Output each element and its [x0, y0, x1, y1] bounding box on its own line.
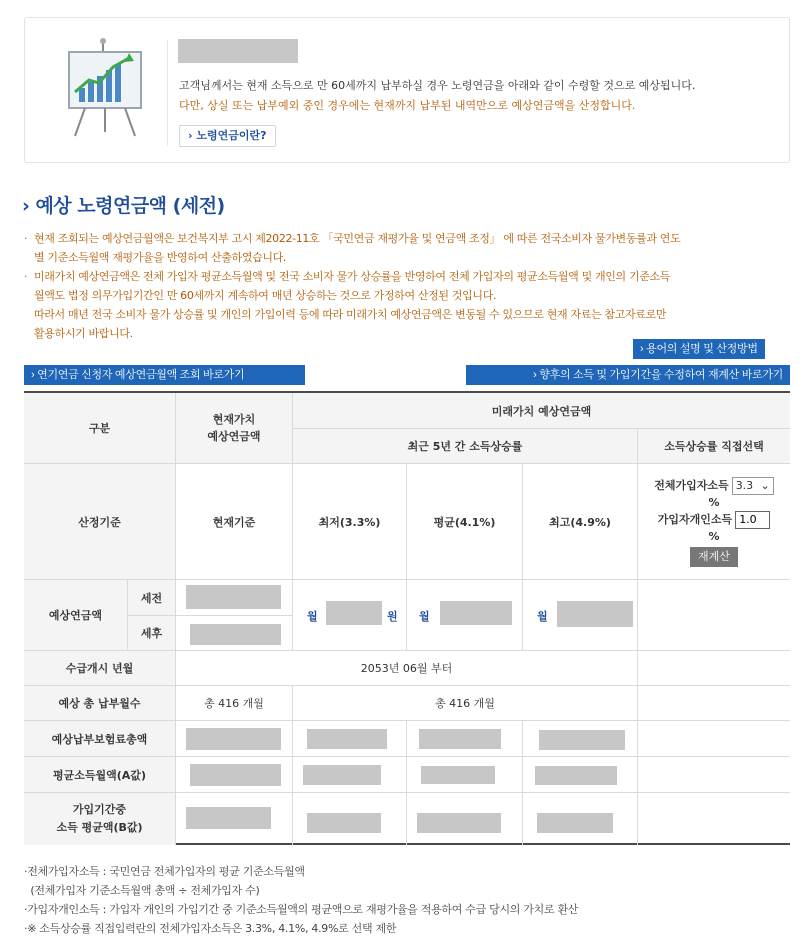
future-high-amount: [523, 580, 638, 651]
direct-rate-controls: [638, 464, 790, 580]
notice-item: 별 기준소득월액 재평가율을 반영하여 산출하였습니다.: [34, 251, 287, 264]
start-date-value: 2053년 06월 부터: [176, 651, 638, 686]
pension-table: [24, 391, 790, 845]
individual-rate-label: 가입자개인소득: [657, 512, 733, 526]
header-direct-select: 소득상승률 직접선택: [638, 429, 790, 464]
b-value-label-line2: 소득 평균액(B값): [56, 821, 143, 834]
footer-note: ·※ 소득상승률 직접입력란의 전체가입자소득은 3.3%, 4.1%, 4.9%로 선택 제한: [24, 922, 397, 935]
premium-direct: [638, 721, 790, 757]
notice-list: [24, 229, 794, 343]
row-start-label: 수급개시 년월: [24, 651, 176, 686]
b-value-low: [293, 793, 407, 845]
won-suffix: 원: [387, 610, 398, 623]
a-value-direct: [638, 757, 790, 793]
b-value-label-line1: 가입기간중: [72, 803, 127, 816]
notice-item: 월액도 법정 의무가입기간인 만 60세까지 계속하여 매년 상승하는 것으로 가정하여 산정된 것입니다.: [34, 289, 497, 302]
present-pretax-amount: [176, 580, 293, 616]
b-value-direct: [638, 793, 790, 845]
row-aftertax-label: 세후: [128, 616, 176, 651]
header-present-value-line2: 예상연금액: [207, 430, 261, 443]
b-value-present: [176, 793, 293, 845]
a-value-avg: [407, 757, 523, 793]
notice-item: · 현재 조회되는 예상연금월액은 보건복지부 고시 제2022-11호 「국민연금 재평가율 및 연금액 조정」 에 따른 전국소비자 물가변동률과 연도: [24, 232, 681, 245]
row-expected-label: 예상연금액: [24, 580, 128, 651]
section-title: › 예상 노령연금액 (세전): [22, 195, 225, 217]
a-value-high: [523, 757, 638, 793]
month-prefix: 월: [537, 610, 548, 623]
premium-avg: [407, 721, 523, 757]
premium-low: [293, 721, 407, 757]
basis-average: 평균(4.1%): [407, 464, 523, 580]
footer-note: (전체가입자 기준소득월액 총액 ÷ 전체가입자 수): [24, 884, 260, 897]
header-present-value-line1: 현재가치: [212, 413, 256, 426]
basis-highest: 최고(4.9%): [523, 464, 638, 580]
chart-presentation-icon: [45, 36, 165, 146]
row-a-value-label: 평균소득월액(A값): [24, 757, 176, 793]
basis-lowest: 최저(3.3%): [293, 464, 407, 580]
a-value-present: [176, 757, 293, 793]
info-message: 고객님께서는 현재 소득으로 만 60세까지 납부하실 경우 노령연금을 아래와 같이 수령할 것으로 예상됩니다.: [179, 79, 696, 92]
notice-item: 활용하시기 바랍니다.: [34, 327, 133, 340]
row-pretax-label: 세전: [128, 580, 176, 616]
basis-present: 현재기준: [176, 464, 293, 580]
b-value-avg: [407, 793, 523, 845]
header-present-value: [176, 393, 293, 464]
header-recent-5yr: 최근 5년 간 소득상승률: [293, 429, 638, 464]
footer-note: ·가입자개인소득 : 가입자 개인의 가입기간 중 기준소득월액의 평균액으로 재평가율을 적용하여 수급 당시의 가치로 환산: [24, 903, 579, 916]
notice-item: 따라서 매년 전국 소비자 물가 상승률 및 개인의 가입이력 등에 따라 미래가치 예상연금액은 변동될 수 있으므로 현재 자료는 참고자료로만: [34, 308, 667, 321]
all-subscriber-rate-select[interactable]: 3.3 ⌄: [732, 477, 774, 495]
row-months-label: 예상 총 납부월수: [24, 686, 176, 721]
terms-explanation-button[interactable]: › 용어의 설명 및 산정방법: [633, 339, 765, 359]
months-future: 총 416 개월: [293, 686, 638, 721]
future-avg-amount: [407, 580, 523, 651]
notice-item: · 미래가치 예상연금액은 전체 가입자 평균소득월액 및 전국 소비자 물가 상승률을 반영하여 전체 가입자의 평균소득월액 및 개인의 기준소득: [24, 270, 671, 283]
info-divider: [167, 40, 168, 146]
pension-summary-box: [24, 17, 790, 163]
months-direct: [638, 686, 790, 721]
row-b-value-label: [24, 793, 176, 845]
future-low-amount: [293, 580, 407, 651]
recalculate-link-button[interactable]: › 향후의 소득 및 가입기간을 수정하여 재계산 바로가기: [466, 365, 790, 385]
premium-high: [523, 721, 638, 757]
b-value-high: [523, 793, 638, 845]
all-subscriber-rate-row: [654, 477, 773, 495]
header-category: 구분: [24, 393, 176, 464]
month-prefix: 월: [307, 610, 318, 623]
footer-note: ·전체가입자소득 : 국민연금 전체가입자의 평균 기준소득월액: [24, 865, 305, 878]
deferred-pension-link-button[interactable]: › 연기연금 신청자 예상연금월액 조회 바로가기: [24, 365, 305, 385]
info-warning: 다만, 상실 또는 납부예외 중인 경우에는 현재까지 납부된 내역만으로 예상연금액을 산정합니다.: [179, 99, 636, 112]
row-premium-label: 예상납부보험료총액: [24, 721, 176, 757]
individual-rate-input[interactable]: [735, 511, 770, 529]
all-subscriber-rate-label: 전체가입자소득: [654, 478, 729, 492]
percent-unit: %: [708, 495, 720, 509]
footer-notes: [24, 862, 578, 938]
recalculate-button[interactable]: 재계산: [690, 547, 738, 567]
direct-amount: [638, 580, 790, 651]
a-value-low: [293, 757, 407, 793]
header-future-value: 미래가치 예상연금액: [293, 393, 790, 429]
percent-unit: %: [708, 529, 720, 543]
start-date-direct: [638, 651, 790, 686]
row-basis-label: 산정기준: [24, 464, 176, 580]
months-present: 총 416 개월: [176, 686, 293, 721]
chevron-down-icon: ⌄: [760, 478, 770, 492]
present-aftertax-amount: [176, 616, 293, 651]
old-age-pension-info-link[interactable]: › 노령연금이란?: [179, 125, 276, 147]
customer-name-mask: [178, 39, 298, 63]
month-prefix: 월: [419, 610, 430, 623]
individual-rate-row: [658, 511, 770, 529]
premium-present: [176, 721, 293, 757]
